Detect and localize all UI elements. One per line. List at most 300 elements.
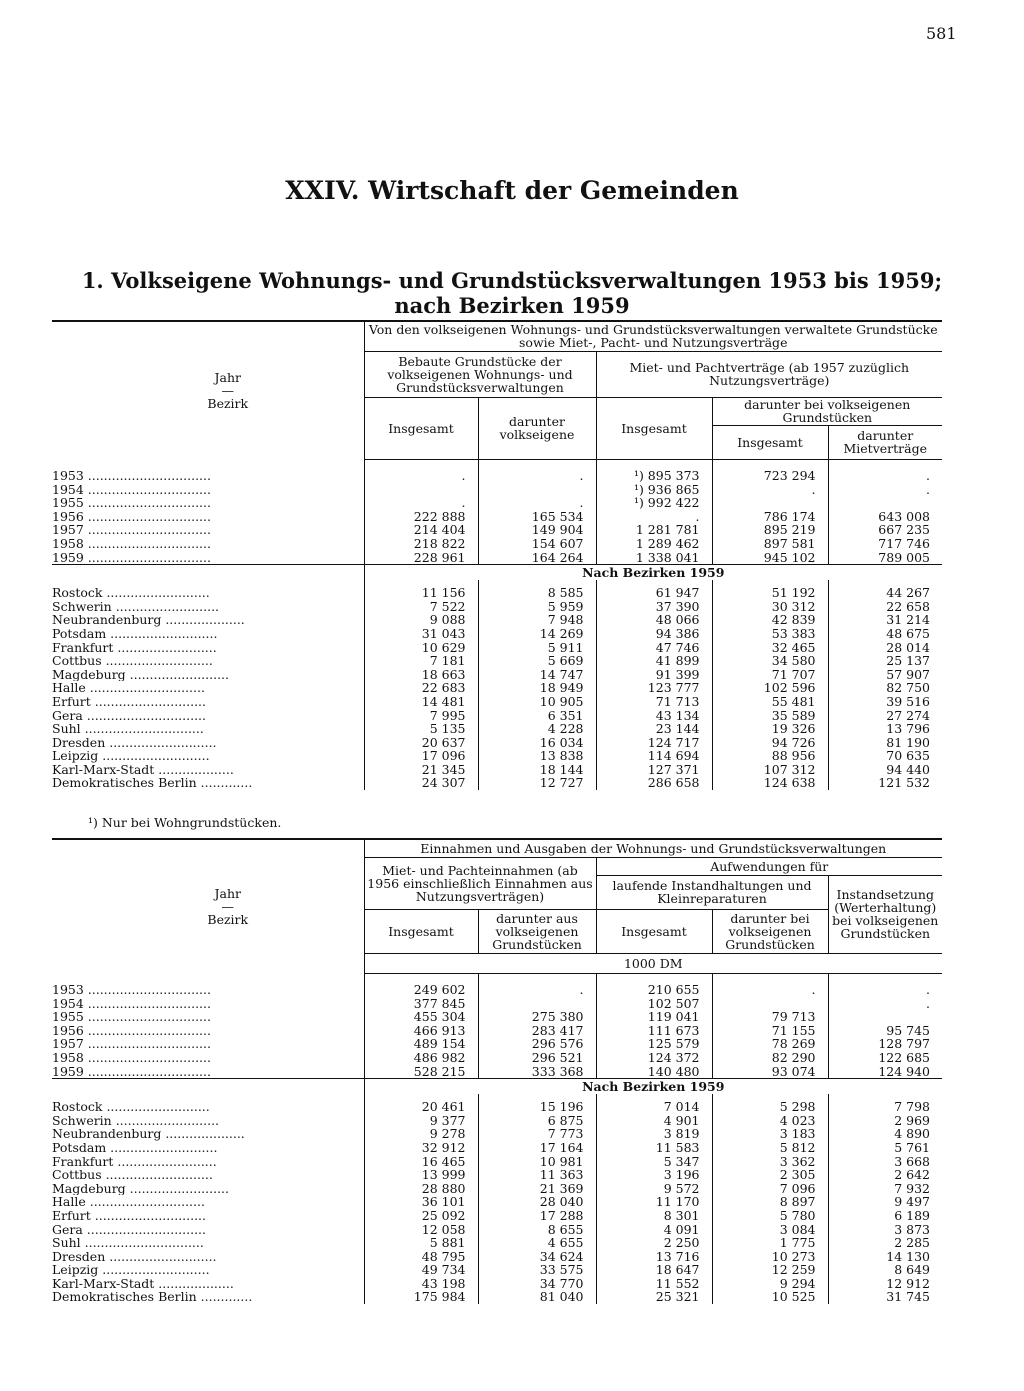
table-cell: 37 390 xyxy=(596,600,712,614)
table-cell: 12 912 xyxy=(828,1277,942,1291)
table-cell: 18 144 xyxy=(478,763,596,777)
table-cell: 21 345 xyxy=(364,763,478,777)
table-cell: 175 984 xyxy=(364,1290,478,1304)
table-row xyxy=(52,1223,942,1237)
table-cell: 9 572 xyxy=(596,1182,712,1196)
row-label: 1953 ............................... xyxy=(52,983,211,997)
table-cell xyxy=(828,1010,942,1024)
table-cell: 4 228 xyxy=(478,722,596,736)
table-cell: 122 685 xyxy=(828,1051,942,1065)
row-label: Potsdam ........................... xyxy=(52,626,218,641)
row-label: 1953 ............................... xyxy=(52,469,211,483)
row-label: Frankfurt ......................... xyxy=(52,1154,217,1169)
table-cell: 2 250 xyxy=(596,1236,712,1250)
table-row xyxy=(52,496,942,510)
row-label: Cottbus ........................... xyxy=(52,1168,213,1182)
table2-subgroup-maintenance: laufende Instandhaltungen und Kleinreparaturen xyxy=(596,875,828,909)
table-cell xyxy=(712,997,828,1011)
table-row xyxy=(52,1010,942,1024)
table-cell: 30 312 xyxy=(712,600,828,614)
table-row xyxy=(52,1155,942,1169)
table-cell: 13 838 xyxy=(478,749,596,763)
table-cell: 4 091 xyxy=(596,1223,712,1237)
table-row xyxy=(52,749,942,763)
table-cell: 8 897 xyxy=(712,1195,828,1209)
page-number: 581 xyxy=(926,24,957,43)
table-cell: 9 294 xyxy=(712,1277,828,1291)
table-cell: 14 130 xyxy=(828,1250,942,1264)
table-cell: . xyxy=(828,983,942,997)
row-label: Karl-Marx-Stadt ................... xyxy=(52,1276,234,1291)
table-cell: 22 683 xyxy=(364,681,478,695)
table-cell: 14 481 xyxy=(364,695,478,709)
row-label: Rostock .......................... xyxy=(52,1100,210,1114)
table-cell: 25 137 xyxy=(828,654,942,668)
table-cell: 17 164 xyxy=(478,1141,596,1155)
table2 xyxy=(52,838,942,1304)
table-cell: 44 267 xyxy=(828,586,942,600)
table-cell: . xyxy=(478,469,596,483)
table-row xyxy=(52,654,942,668)
table-cell: 2 969 xyxy=(828,1114,942,1128)
table-cell: 49 734 xyxy=(364,1263,478,1277)
table-cell: 13 999 xyxy=(364,1168,478,1182)
row-label: Schwerin .......................... xyxy=(52,599,220,614)
table-cell: 1 281 781 xyxy=(596,523,712,537)
table-cell: 4 890 xyxy=(828,1127,942,1141)
table-cell: 70 635 xyxy=(828,749,942,763)
table2-col-instandsetzung: Instandsetzung (Werterhaltung) bei volkseigenen Grundstücken xyxy=(828,875,942,953)
table-cell: 3 362 xyxy=(712,1155,828,1169)
table-cell: 119 041 xyxy=(596,1010,712,1024)
stub-bezirk: Bezirk xyxy=(207,396,249,411)
table1-col-contracts-insgesamt: Insgesamt xyxy=(596,397,712,459)
table-cell: 10 525 xyxy=(712,1290,828,1304)
table-cell: 71 713 xyxy=(596,695,712,709)
row-label: 1959 ............................... xyxy=(52,1064,211,1079)
table-cell: 34 624 xyxy=(478,1250,596,1264)
table-cell: 1 338 041 xyxy=(596,551,712,565)
table-cell: 94 440 xyxy=(828,763,942,777)
table-cell: 296 521 xyxy=(478,1051,596,1065)
table-cell: 5 881 xyxy=(364,1236,478,1250)
row-label: Halle ............................. xyxy=(52,681,205,695)
table-cell xyxy=(364,483,478,497)
table-cell: 95 745 xyxy=(828,1024,942,1038)
section-heading: Nach Bezirken 1959 xyxy=(364,1079,942,1095)
row-label: Demokratisches Berlin ............. xyxy=(52,1290,253,1305)
table-row xyxy=(52,1114,942,1128)
row-label: 1959 ............................... xyxy=(52,550,211,565)
table-cell: 6 351 xyxy=(478,709,596,723)
row-label: Gera .............................. xyxy=(52,1222,206,1237)
table-cell: 3 084 xyxy=(712,1223,828,1237)
row-label: 1955 ............................... xyxy=(52,1010,211,1024)
table-cell: 5 959 xyxy=(478,600,596,614)
table-cell: 4 655 xyxy=(478,1236,596,1250)
table-cell xyxy=(478,483,596,497)
table-cell: 48 066 xyxy=(596,613,712,627)
table-cell: 61 947 xyxy=(596,586,712,600)
table-cell: 7 932 xyxy=(828,1182,942,1196)
table-cell: 723 294 xyxy=(712,469,828,483)
table-cell: 15 196 xyxy=(478,1100,596,1114)
table-cell: 12 259 xyxy=(712,1263,828,1277)
row-label: Cottbus ........................... xyxy=(52,654,213,668)
table-cell: 28 014 xyxy=(828,641,942,655)
table-cell xyxy=(712,496,828,510)
table-cell: 8 301 xyxy=(596,1209,712,1223)
table-cell: 3 873 xyxy=(828,1223,942,1237)
table-row xyxy=(52,551,942,565)
row-label: Dresden ........................... xyxy=(52,735,217,750)
table-cell: 81 040 xyxy=(478,1290,596,1304)
table-cell: 9 088 xyxy=(364,613,478,627)
table-cell: 528 215 xyxy=(364,1065,478,1079)
table-cell: 14 269 xyxy=(478,627,596,641)
table-cell: 88 956 xyxy=(712,749,828,763)
table-cell: 7 096 xyxy=(712,1182,828,1196)
table-row xyxy=(52,1209,942,1223)
table-cell: 5 135 xyxy=(364,722,478,736)
table-cell: 895 219 xyxy=(712,523,828,537)
table-cell: . xyxy=(828,997,942,1011)
row-label: Erfurt ............................ xyxy=(52,694,207,709)
table-cell: 33 575 xyxy=(478,1263,596,1277)
table-row xyxy=(52,763,942,777)
table-cell: 13 716 xyxy=(596,1250,712,1264)
table-cell: 94 726 xyxy=(712,736,828,750)
row-label: 1957 ............................... xyxy=(52,1037,211,1051)
table-row xyxy=(52,1290,942,1304)
row-label: Rostock .......................... xyxy=(52,586,210,600)
table1-col-mietvertraege: darunter Mietverträge xyxy=(828,425,942,459)
table-row xyxy=(52,1037,942,1051)
table2-super-header: Einnahmen und Ausgaben der Wohnungs- und Grundstücksverwaltungen xyxy=(364,839,942,857)
table-cell: 717 746 xyxy=(828,537,942,551)
table-cell: 124 638 xyxy=(712,776,828,790)
table-cell: 111 673 xyxy=(596,1024,712,1038)
row-label: Potsdam ........................... xyxy=(52,1140,218,1155)
row-label: 1954 ............................... xyxy=(52,482,211,497)
table-cell: 94 386 xyxy=(596,627,712,641)
table2-col-darunter-aus: darunter aus volkseigenen Grundstücken xyxy=(478,909,596,953)
table-cell: 35 589 xyxy=(712,709,828,723)
table-cell: 127 371 xyxy=(596,763,712,777)
table1 xyxy=(52,320,942,790)
table-cell: 71 155 xyxy=(712,1024,828,1038)
table-cell: 7 798 xyxy=(828,1100,942,1114)
table-cell: 1 289 462 xyxy=(596,537,712,551)
stub-dash: — xyxy=(221,899,234,914)
table-cell: 214 404 xyxy=(364,523,478,537)
table-cell: 2 305 xyxy=(712,1168,828,1182)
table-cell: 789 005 xyxy=(828,551,942,565)
table-cell: 164 264 xyxy=(478,551,596,565)
table-cell: 25 321 xyxy=(596,1290,712,1304)
table-cell: 455 304 xyxy=(364,1010,478,1024)
table-cell: 140 480 xyxy=(596,1065,712,1079)
table-cell: 6 189 xyxy=(828,1209,942,1223)
table-row xyxy=(52,1168,942,1182)
table-cell: 210 655 xyxy=(596,983,712,997)
table-row xyxy=(52,1263,942,1277)
table-cell: 5 347 xyxy=(596,1155,712,1169)
table-cell: 7 522 xyxy=(364,600,478,614)
table-cell: . xyxy=(712,983,828,997)
table2-group-expenses: Aufwendungen für xyxy=(596,857,942,875)
table-cell: 8 649 xyxy=(828,1263,942,1277)
table-cell: 3 668 xyxy=(828,1155,942,1169)
table-cell: 3 819 xyxy=(596,1127,712,1141)
table-cell: 14 747 xyxy=(478,668,596,682)
table-cell: 28 040 xyxy=(478,1195,596,1209)
table-cell: 228 961 xyxy=(364,551,478,565)
table-cell: 19 326 xyxy=(712,722,828,736)
table2-group-income: Miet- und Pachteinnahmen (ab 1956 einschließlich Einnahmen aus Nutzungsverträgen) xyxy=(364,857,596,909)
table1-title-line1: 1. Volkseigene Wohnungs- und Grundstücksverwaltungen 1953 bis 1959; xyxy=(81,268,943,293)
table-row xyxy=(52,1024,942,1038)
table-cell: 249 602 xyxy=(364,983,478,997)
table-row xyxy=(52,1277,942,1291)
table-row xyxy=(52,483,942,497)
table-cell: 124 717 xyxy=(596,736,712,750)
row-label: 1955 ............................... xyxy=(52,496,211,510)
table-cell: 5 298 xyxy=(712,1100,828,1114)
table2-col-insgesamt: Insgesamt xyxy=(364,909,478,953)
table-cell: 222 888 xyxy=(364,510,478,524)
table-row xyxy=(52,736,942,750)
table-cell: 107 312 xyxy=(712,763,828,777)
row-label: 1956 ............................... xyxy=(52,509,211,524)
table-row xyxy=(52,586,942,600)
row-label: Schwerin .......................... xyxy=(52,1113,220,1128)
stub-bezirk: Bezirk xyxy=(207,912,249,927)
table-cell: . xyxy=(712,483,828,497)
table-cell: 102 507 xyxy=(596,997,712,1011)
table-cell: 34 770 xyxy=(478,1277,596,1291)
table-cell: . xyxy=(364,496,478,510)
row-label: Frankfurt ......................... xyxy=(52,640,217,655)
table-cell: ¹) 936 865 xyxy=(596,483,712,497)
table-cell: 6 875 xyxy=(478,1114,596,1128)
table-cell: 41 899 xyxy=(596,654,712,668)
table-cell: 165 534 xyxy=(478,510,596,524)
table-cell: . xyxy=(364,469,478,483)
table-cell: 82 750 xyxy=(828,681,942,695)
table-row xyxy=(52,776,942,790)
table1-group-contracts: Miet- und Pachtverträge (ab 1957 zuzüglich Nutzungsverträge) xyxy=(596,351,942,397)
table-cell: 466 913 xyxy=(364,1024,478,1038)
table-row xyxy=(52,510,942,524)
table-row xyxy=(52,681,942,695)
table-cell: 124 940 xyxy=(828,1065,942,1079)
table-cell: 9 278 xyxy=(364,1127,478,1141)
table-cell: 4 023 xyxy=(712,1114,828,1128)
table-cell: 91 399 xyxy=(596,668,712,682)
stub-dash: — xyxy=(221,383,234,398)
table-row xyxy=(52,469,942,483)
table-row xyxy=(52,537,942,551)
table-cell: . xyxy=(478,983,596,997)
table-cell: 16 465 xyxy=(364,1155,478,1169)
table-cell: 18 663 xyxy=(364,668,478,682)
row-label: Erfurt ............................ xyxy=(52,1208,207,1223)
table-cell: 11 170 xyxy=(596,1195,712,1209)
table-cell: 31 043 xyxy=(364,627,478,641)
table-cell: 57 907 xyxy=(828,668,942,682)
row-label: Leipzig ........................... xyxy=(52,1263,210,1277)
table-cell: 31 745 xyxy=(828,1290,942,1304)
table-cell: 218 822 xyxy=(364,537,478,551)
table-cell: . xyxy=(828,469,942,483)
table2-col-maint-insgesamt: Insgesamt xyxy=(596,909,712,953)
table-row xyxy=(52,1141,942,1155)
section-heading: Nach Bezirken 1959 xyxy=(364,565,942,581)
table-row xyxy=(52,1127,942,1141)
table-cell: 82 290 xyxy=(712,1051,828,1065)
row-label: Magdeburg ......................... xyxy=(52,1181,229,1196)
table-row xyxy=(52,1182,942,1196)
table-cell: 24 307 xyxy=(364,776,478,790)
table-cell: 5 780 xyxy=(712,1209,828,1223)
table-cell: 11 583 xyxy=(596,1141,712,1155)
row-label: 1958 ............................... xyxy=(52,536,211,551)
table-cell: 18 647 xyxy=(596,1263,712,1277)
row-label: Magdeburg ......................... xyxy=(52,667,229,682)
table-cell: 48 675 xyxy=(828,627,942,641)
table-cell: 81 190 xyxy=(828,736,942,750)
row-label: 1958 ............................... xyxy=(52,1050,211,1065)
table-cell: 123 777 xyxy=(596,681,712,695)
table-cell: . xyxy=(596,510,712,524)
table-cell: 13 796 xyxy=(828,722,942,736)
table-cell: 43 198 xyxy=(364,1277,478,1291)
row-label: 1957 ............................... xyxy=(52,523,211,537)
table-cell: 296 576 xyxy=(478,1037,596,1051)
table-cell: 11 552 xyxy=(596,1277,712,1291)
table-cell: 283 417 xyxy=(478,1024,596,1038)
table-cell: 333 368 xyxy=(478,1065,596,1079)
table-cell: 10 629 xyxy=(364,641,478,655)
table-row xyxy=(52,722,942,736)
table-cell xyxy=(478,997,596,1011)
table-cell: 10 273 xyxy=(712,1250,828,1264)
table-cell: 121 532 xyxy=(828,776,942,790)
table1-title-line2: nach Bezirken 1959 xyxy=(394,293,630,318)
table1-stub-header xyxy=(52,321,364,459)
table-row xyxy=(52,641,942,655)
table-cell: 17 288 xyxy=(478,1209,596,1223)
table-cell: 102 596 xyxy=(712,681,828,695)
table-cell: 51 192 xyxy=(712,586,828,600)
table-cell: 114 694 xyxy=(596,749,712,763)
row-label: Leipzig ........................... xyxy=(52,749,210,763)
table-cell: 5 911 xyxy=(478,641,596,655)
table-row xyxy=(52,627,942,641)
table-cell: 7 948 xyxy=(478,613,596,627)
table-cell: . xyxy=(478,496,596,510)
table-cell: 34 580 xyxy=(712,654,828,668)
table-cell: 286 658 xyxy=(596,776,712,790)
table-cell: 16 034 xyxy=(478,736,596,750)
table-cell: 17 096 xyxy=(364,749,478,763)
table-cell: 12 058 xyxy=(364,1223,478,1237)
table-row xyxy=(52,523,942,537)
table-cell: 486 982 xyxy=(364,1051,478,1065)
row-label: Suhl .............................. xyxy=(52,722,204,736)
table-cell: 643 008 xyxy=(828,510,942,524)
table-row xyxy=(52,668,942,682)
table-row xyxy=(52,1051,942,1065)
table-cell: 489 154 xyxy=(364,1037,478,1051)
table-cell: 47 746 xyxy=(596,641,712,655)
table2-stub-header xyxy=(52,839,364,973)
table1-super-header: Von den volkseigenen Wohnungs- und Grundstücksverwaltungen verwaltete Grundstücke sowie Miet-, Pacht- und Nutzungsverträge xyxy=(364,321,942,351)
table-cell: 27 274 xyxy=(828,709,942,723)
table-row xyxy=(52,997,942,1011)
table-cell: 21 369 xyxy=(478,1182,596,1196)
stub-year: Jahr xyxy=(214,370,241,385)
table1-group-buildings: Bebaute Grundstücke der volkseigenen Wohnungs- und Grundstücksverwaltungen xyxy=(364,351,596,397)
table2-unit: 1000 DM xyxy=(364,953,942,973)
table2-col-darunter-bei: darunter bei volkseigenen Grundstücken xyxy=(712,909,828,953)
table1-subgroup-volkseigen: darunter bei volkseigenen Grundstücken xyxy=(712,397,942,425)
row-label: Suhl .............................. xyxy=(52,1236,204,1250)
table-cell: 39 516 xyxy=(828,695,942,709)
table-cell xyxy=(828,496,942,510)
table-cell: 2 642 xyxy=(828,1168,942,1182)
table-cell: 11 363 xyxy=(478,1168,596,1182)
table-cell: 11 156 xyxy=(364,586,478,600)
table-cell: 28 880 xyxy=(364,1182,478,1196)
stub-year: Jahr xyxy=(214,886,241,901)
table-cell: 3 183 xyxy=(712,1127,828,1141)
table-cell: 275 380 xyxy=(478,1010,596,1024)
table-cell: ¹) 992 422 xyxy=(596,496,712,510)
table1-col-volkseigen-insgesamt: Insgesamt xyxy=(712,425,828,459)
chapter-title: XXIV. Wirtschaft der Gemeinden xyxy=(285,176,739,205)
table-cell: 78 269 xyxy=(712,1037,828,1051)
table-row xyxy=(52,695,942,709)
table-cell: 20 461 xyxy=(364,1100,478,1114)
table-cell: 7 181 xyxy=(364,654,478,668)
table-row xyxy=(52,1250,942,1264)
row-label: Gera .............................. xyxy=(52,708,206,723)
table-cell: 5 761 xyxy=(828,1141,942,1155)
table-cell: 1 775 xyxy=(712,1236,828,1250)
table-cell: 4 901 xyxy=(596,1114,712,1128)
table-cell: 23 144 xyxy=(596,722,712,736)
table-cell: 3 196 xyxy=(596,1168,712,1182)
table-cell: 125 579 xyxy=(596,1037,712,1051)
table-cell: 5 669 xyxy=(478,654,596,668)
table-cell: 128 797 xyxy=(828,1037,942,1051)
table-cell: 31 214 xyxy=(828,613,942,627)
table-cell: 786 174 xyxy=(712,510,828,524)
table-cell: 897 581 xyxy=(712,537,828,551)
table-cell: 7 014 xyxy=(596,1100,712,1114)
table-cell: 25 092 xyxy=(364,1209,478,1223)
table-row xyxy=(52,983,942,997)
table-cell: 8 655 xyxy=(478,1223,596,1237)
table-cell: 42 839 xyxy=(712,613,828,627)
row-label: 1954 ............................... xyxy=(52,996,211,1011)
table-row xyxy=(52,600,942,614)
table-cell: 9 377 xyxy=(364,1114,478,1128)
table-row xyxy=(52,1065,942,1079)
table-cell: 12 727 xyxy=(478,776,596,790)
